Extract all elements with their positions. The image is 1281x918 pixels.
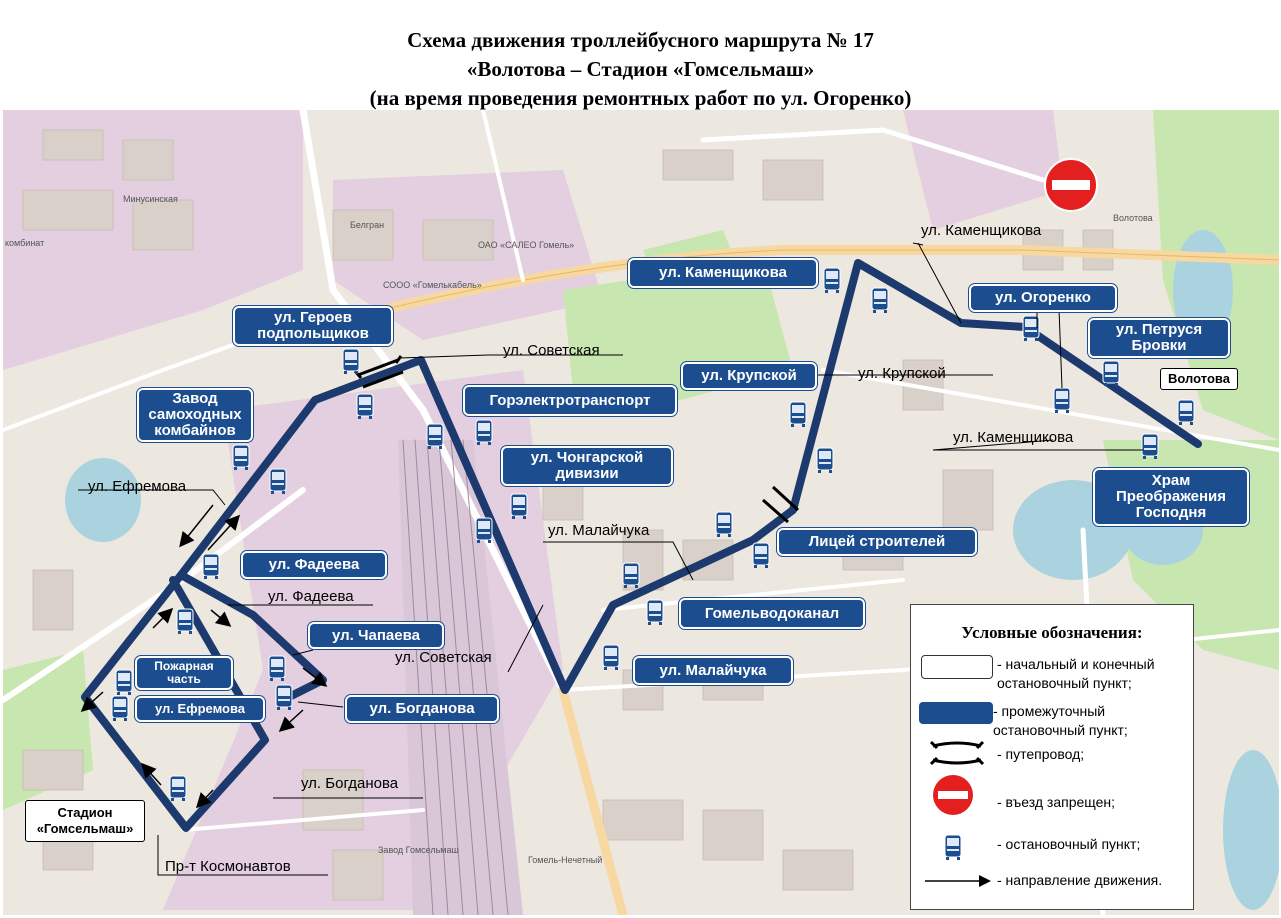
stop-zavod-line2: самоходных: [148, 406, 242, 424]
stop-petrusya-brovki[interactable]: [1088, 318, 1230, 358]
legend-overpass-icon: [929, 738, 985, 768]
stop-zavod-samokhodnykh-kombaynov[interactable]: [137, 388, 253, 442]
street-fadeeva: ул. Фадеева: [268, 588, 354, 605]
stop-litsey-stroiteley[interactable]: Лицей строителей: [777, 528, 977, 556]
stop-fadeeva[interactable]: ул. Фадеева: [241, 551, 387, 579]
stop-petrusya-brovki-line2: Бровки: [1131, 337, 1187, 354]
stop-efremova[interactable]: ул. Ефремова: [135, 696, 265, 722]
bus-stop-icon: [943, 833, 963, 861]
stop-zavod-line3: комбайнов: [154, 421, 236, 439]
stop-geroev-line2: подпольщиков: [257, 325, 369, 342]
stop-krupskoy[interactable]: ул. Крупской: [681, 362, 817, 390]
terminal-volotova[interactable]: Волотова: [1160, 368, 1238, 390]
stop-chapaeva[interactable]: ул. Чапаева: [308, 622, 444, 649]
legend-terminal-swatch: [921, 655, 993, 679]
stop-gomelvodokanal[interactable]: Гомельводоканал: [679, 598, 865, 629]
title-line-2: «Волотова – Стадион «Гомсельмаш»: [466, 57, 815, 81]
street-kosmonavtov: Пр-т Космонавтов: [165, 858, 291, 875]
stop-gorelektrotransport[interactable]: Горэлектротранспорт: [463, 385, 677, 416]
street-kamenshchikova-right: ул. Каменщикова: [953, 429, 1074, 446]
stop-bogdanova[interactable]: ул. Богданова: [345, 695, 499, 723]
legend-title: Условные обозначения:: [961, 623, 1143, 642]
stop-zavod-line1: Завод: [172, 390, 218, 408]
stop-ogorenko[interactable]: ул. Огоренко: [969, 284, 1117, 312]
stop-hram-line3: Господня: [1135, 503, 1207, 521]
map-label-kombinat: комбинат: [5, 238, 45, 248]
terminal-stadium-line1: Стадион: [57, 805, 113, 821]
legend-overpass-text: - путепровод;: [997, 746, 1085, 762]
street-sovetskaya-bottom: ул. Советская: [395, 649, 492, 666]
stop-petrusya-brovki-line1: ул. Петруся: [1115, 321, 1203, 339]
legend: [910, 604, 1194, 910]
legend-intermediate-text: - промежуточный остановочный пункт;: [993, 703, 1128, 738]
map-label-volotova: Волотова: [1113, 213, 1153, 223]
map-label-zavod-gomselmash: Завод Гомсельмаш: [378, 845, 459, 855]
stop-malaychuka[interactable]: ул. Малайчука: [633, 656, 793, 685]
stop-pozharnaya-line1: Пожарная: [154, 659, 214, 674]
map-label-saleo: ОАО «САЛЕО Гомель»: [478, 240, 575, 250]
terminal-stadium-gomselmash[interactable]: [25, 800, 145, 842]
terminal-stadium-line2: «Гомсельмаш»: [36, 821, 134, 836]
map-label-gomelkabel: СООО «Гомелькабель»: [383, 280, 482, 290]
stop-hram-line2: Преображения: [1115, 488, 1227, 506]
map-label-minusinskaya: Минусинская: [123, 194, 178, 204]
no-entry-icon: [931, 773, 975, 817]
stop-hram-line1: Храм: [1151, 472, 1191, 490]
street-krupskoy: ул. Крупской: [858, 365, 946, 382]
stop-chongarskoy-line1: ул. Чонгарской: [530, 449, 644, 467]
legend-intermediate-swatch: [919, 702, 993, 724]
stop-chongarskoy-line2: дивизии: [555, 465, 619, 482]
street-malaychuka: ул. Малайчука: [548, 522, 650, 539]
map-label-gomel-nechetny: Гомель-Нечетный: [528, 855, 603, 865]
stop-geroev-podpolshchikov[interactable]: [233, 306, 393, 346]
title-line-1: Схема движения троллейбусного маршрута № 17: [407, 28, 874, 52]
stop-kamenshchikova[interactable]: ул. Каменщикова: [628, 258, 818, 288]
legend-direction-text: - направление движения.: [997, 872, 1163, 888]
street-kamenshchikova-top: ул. Каменщикова: [921, 222, 1042, 239]
stop-chongarskoy-divizii[interactable]: [501, 446, 673, 486]
legend-stop-text: - остановочный пункт;: [997, 836, 1141, 852]
stop-hram-preobrazheniya[interactable]: [1093, 468, 1249, 526]
title-line-3: (на время проведения ремонтных работ по ул. Огоренко): [369, 86, 912, 110]
street-efremova: ул. Ефремова: [88, 478, 187, 495]
stop-geroev-line1: ул. Героев: [274, 309, 352, 327]
legend-terminal-text: - начальный и конечный остановочный пункт;: [997, 656, 1155, 691]
stop-pozharnaya-chast[interactable]: [135, 656, 233, 690]
map-title: [0, 26, 1281, 113]
street-bogdanova: ул. Богданова: [301, 775, 399, 792]
direction-arrow-icon: [921, 873, 993, 889]
map-label-belgran: Белгран: [350, 220, 385, 230]
stop-pozharnaya-line2: часть: [167, 672, 201, 686]
legend-no-entry-text: - въезд запрещен;: [997, 794, 1116, 810]
no-entry-sign: [1045, 159, 1097, 211]
street-sovetskaya-top: ул. Советская: [503, 342, 600, 359]
